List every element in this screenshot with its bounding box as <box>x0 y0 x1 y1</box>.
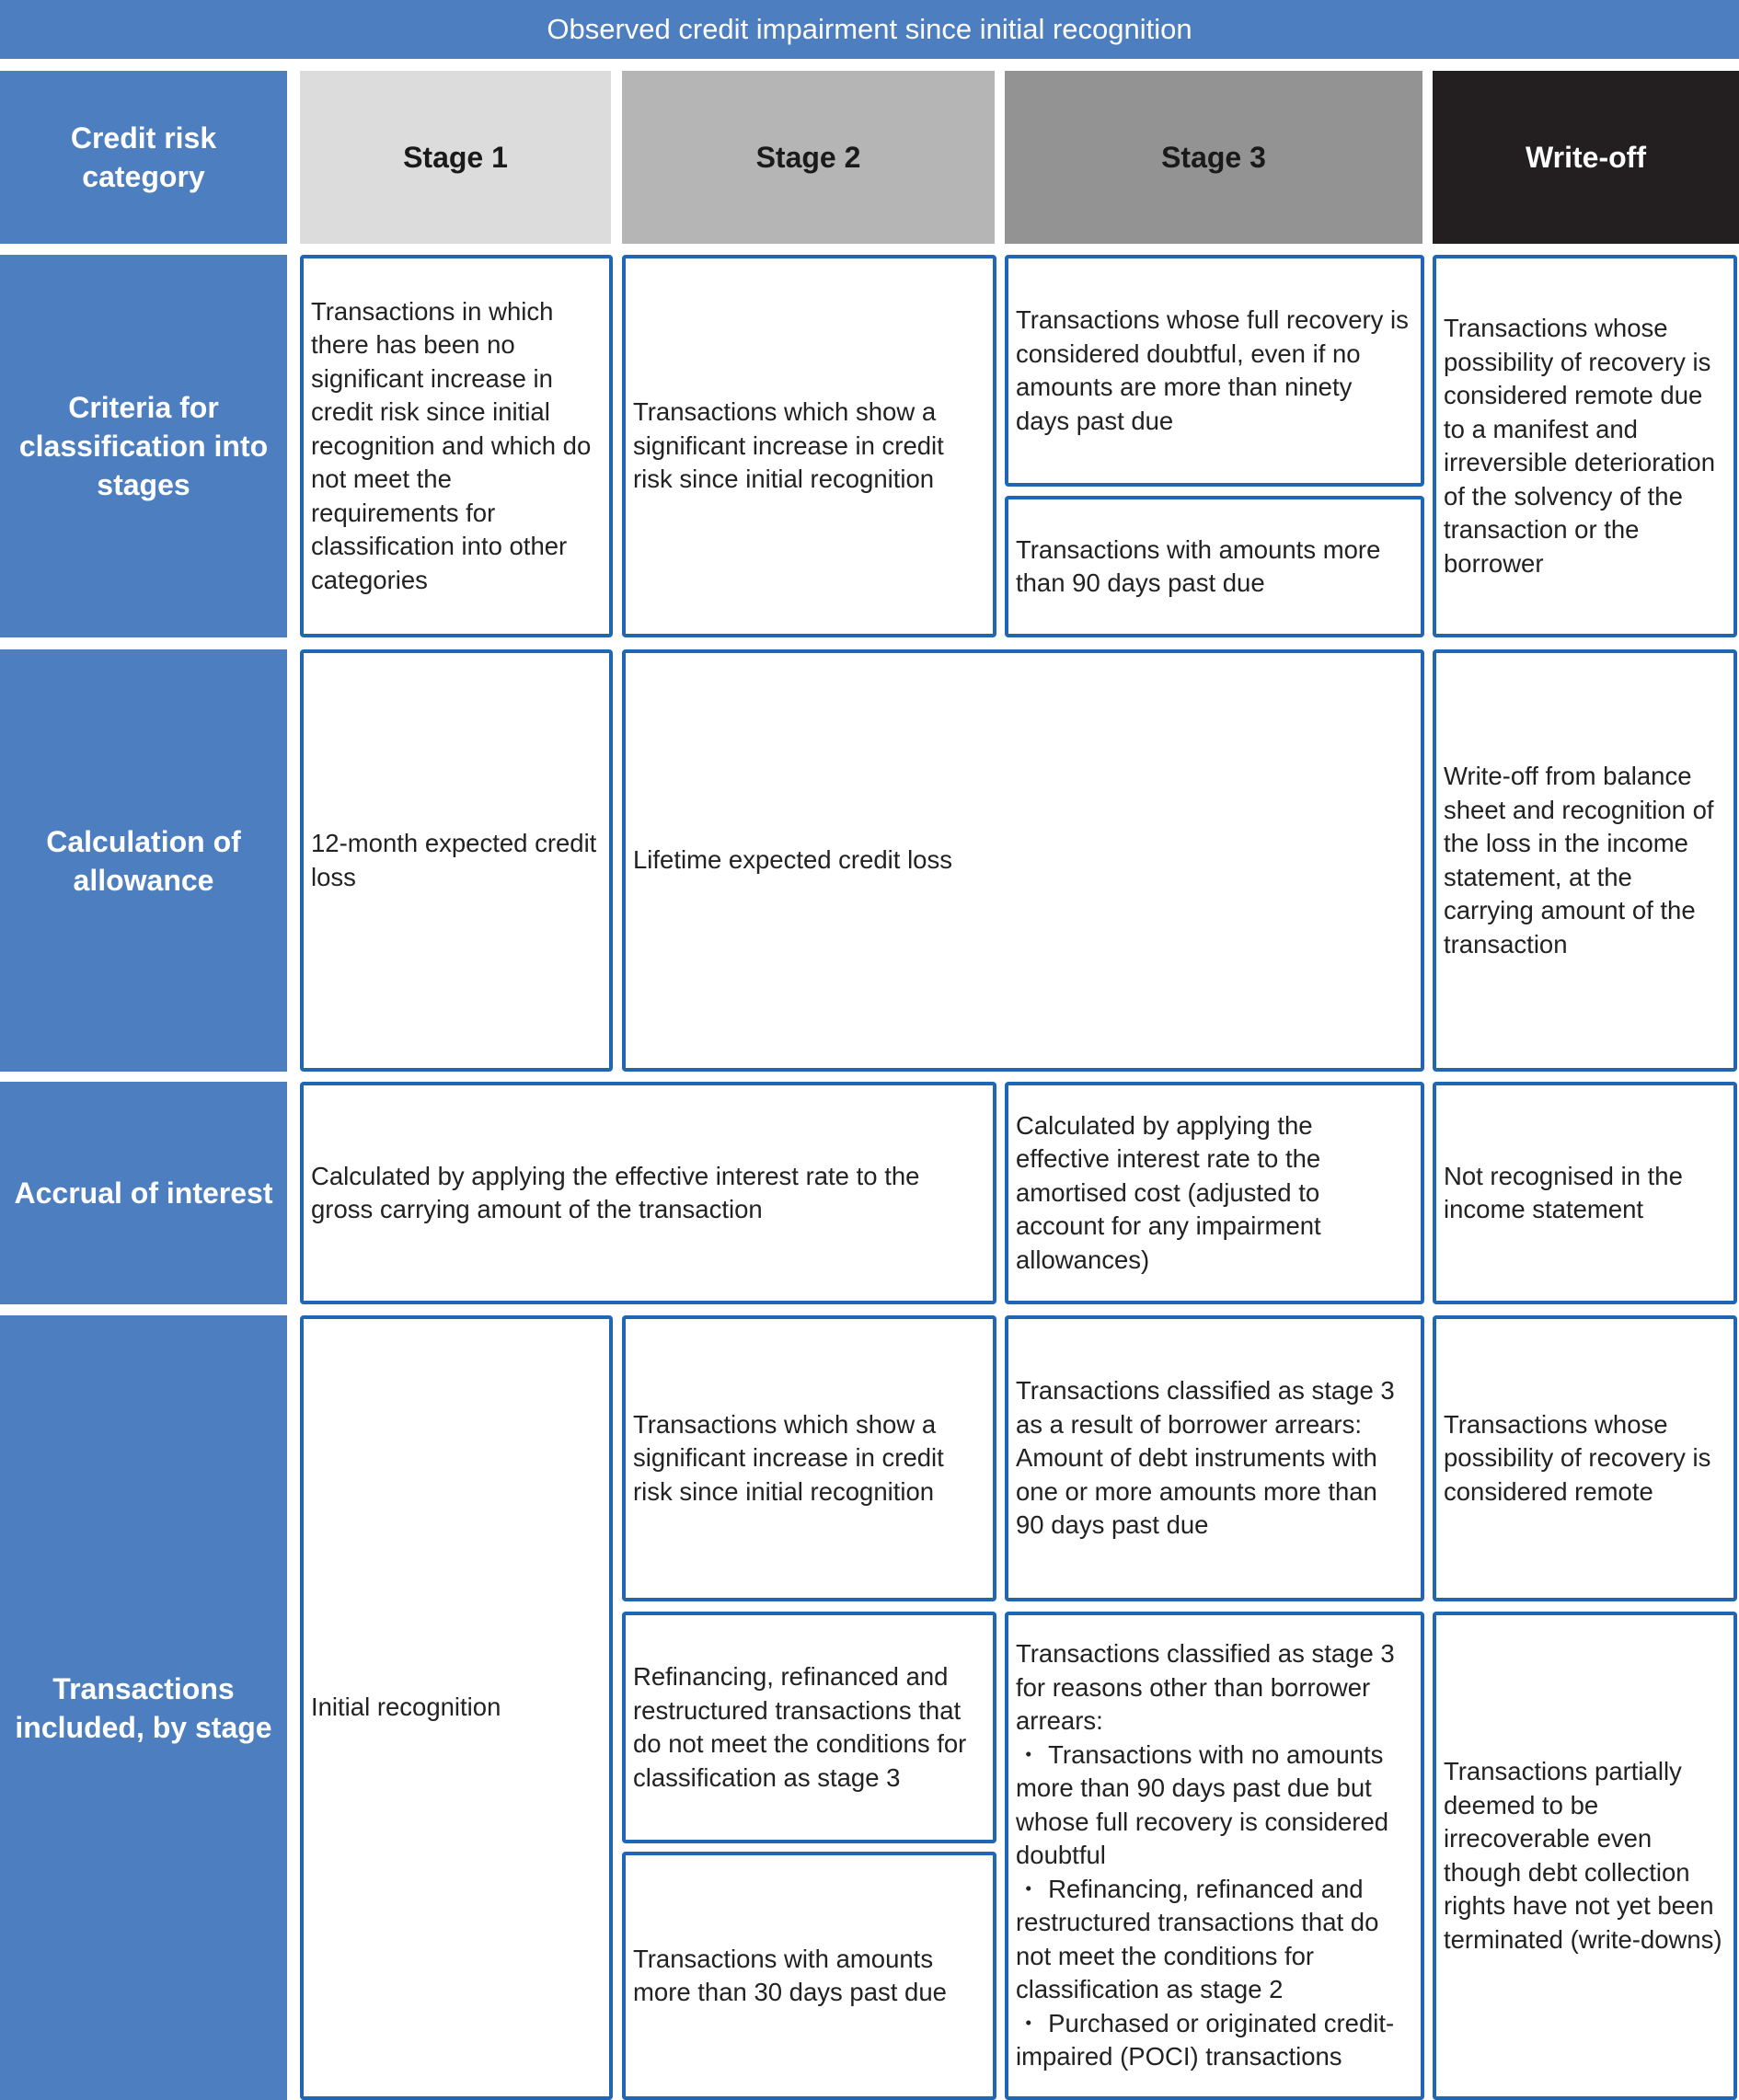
transactions-stage-3-arrears-cell: Transactions classified as stage 3 as a result of borrower arrears: Amount of debt instruments with one or more amounts more than 90 days past due <box>1005 1315 1424 1601</box>
column-header-stage-1: Stage 1 <box>300 71 611 244</box>
transactions-stage-2-past-due-cell: Transactions with amounts more than 30 days past due <box>622 1852 996 2100</box>
column-header-stage-3: Stage 3 <box>1005 71 1422 244</box>
corner-header-credit-risk-category: Credit risk category <box>0 71 287 244</box>
transactions-stage-3-other-reasons-cell: Transactions classified as stage 3 for reasons other than borrower arrears: ・ Transactions with no amounts more than 90 days past due but whose full recovery is considered doubtful ・ Refinancing, refinanced and restructured transactions that do not meet the conditions for classification as stage 2 ・ Purchased or originated credit-impaired (POCI) transactions <box>1005 1612 1424 2100</box>
criteria-stage-1-cell: Transactions in which there has been no significant increase in credit risk since initial recognition and which do not meet the requirements for classification into other categories <box>300 255 613 637</box>
criteria-stage-3-doubtful-cell: Transactions whose full recovery is considered doubtful, even if no amounts are more than ninety days past due <box>1005 255 1424 487</box>
column-header-stage-2: Stage 2 <box>622 71 995 244</box>
interest-stage-3-cell: Calculated by applying the effective interest rate to the amortised cost (adjusted to account for any impairment allowances) <box>1005 1082 1424 1304</box>
row-header-criteria: Criteria for classification into stages <box>0 255 287 637</box>
allowance-stage-2-3-cell: Lifetime expected credit loss <box>622 649 1424 1072</box>
transactions-stage-2-refinancing-cell: Refinancing, refinanced and restructured transactions that do not meet the conditions for classification as stage 3 <box>622 1612 996 1843</box>
row-header-allowance: Calculation of allowance <box>0 649 287 1072</box>
criteria-stage-3-past-due-cell: Transactions with amounts more than 90 days past due <box>1005 496 1424 637</box>
column-header-write-off: Write-off <box>1433 71 1739 244</box>
criteria-stage-2-cell: Transactions which show a significant increase in credit risk since initial recognition <box>622 255 996 637</box>
transactions-stage-1-cell: Initial recognition <box>300 1315 613 2100</box>
criteria-write-off-cell: Transactions whose possibility of recovery is considered remote due to a manifest and irreversible deterioration of the solvency of the transaction or the borrower <box>1433 255 1737 637</box>
transactions-write-off-remote-cell: Transactions whose possibility of recovery is considered remote <box>1433 1315 1737 1601</box>
interest-write-off-cell: Not recognised in the income statement <box>1433 1082 1737 1304</box>
row-header-transactions: Transactions included, by stage <box>0 1315 287 2100</box>
table-banner: Observed credit impairment since initial recognition <box>0 0 1739 59</box>
transactions-write-off-partial-cell: Transactions partially deemed to be irrecoverable even though debt collection rights have not yet been terminated (write-downs) <box>1433 1612 1737 2100</box>
transactions-stage-2-credit-risk-cell: Transactions which show a significant increase in credit risk since initial recognition <box>622 1315 996 1601</box>
allowance-stage-1-cell: 12-month expected credit loss <box>300 649 613 1072</box>
row-header-interest: Accrual of interest <box>0 1082 287 1304</box>
interest-stage-1-2-cell: Calculated by applying the effective interest rate to the gross carrying amount of the transaction <box>300 1082 996 1304</box>
allowance-write-off-cell: Write-off from balance sheet and recognition of the loss in the income statement, at the carrying amount of the transaction <box>1433 649 1737 1072</box>
